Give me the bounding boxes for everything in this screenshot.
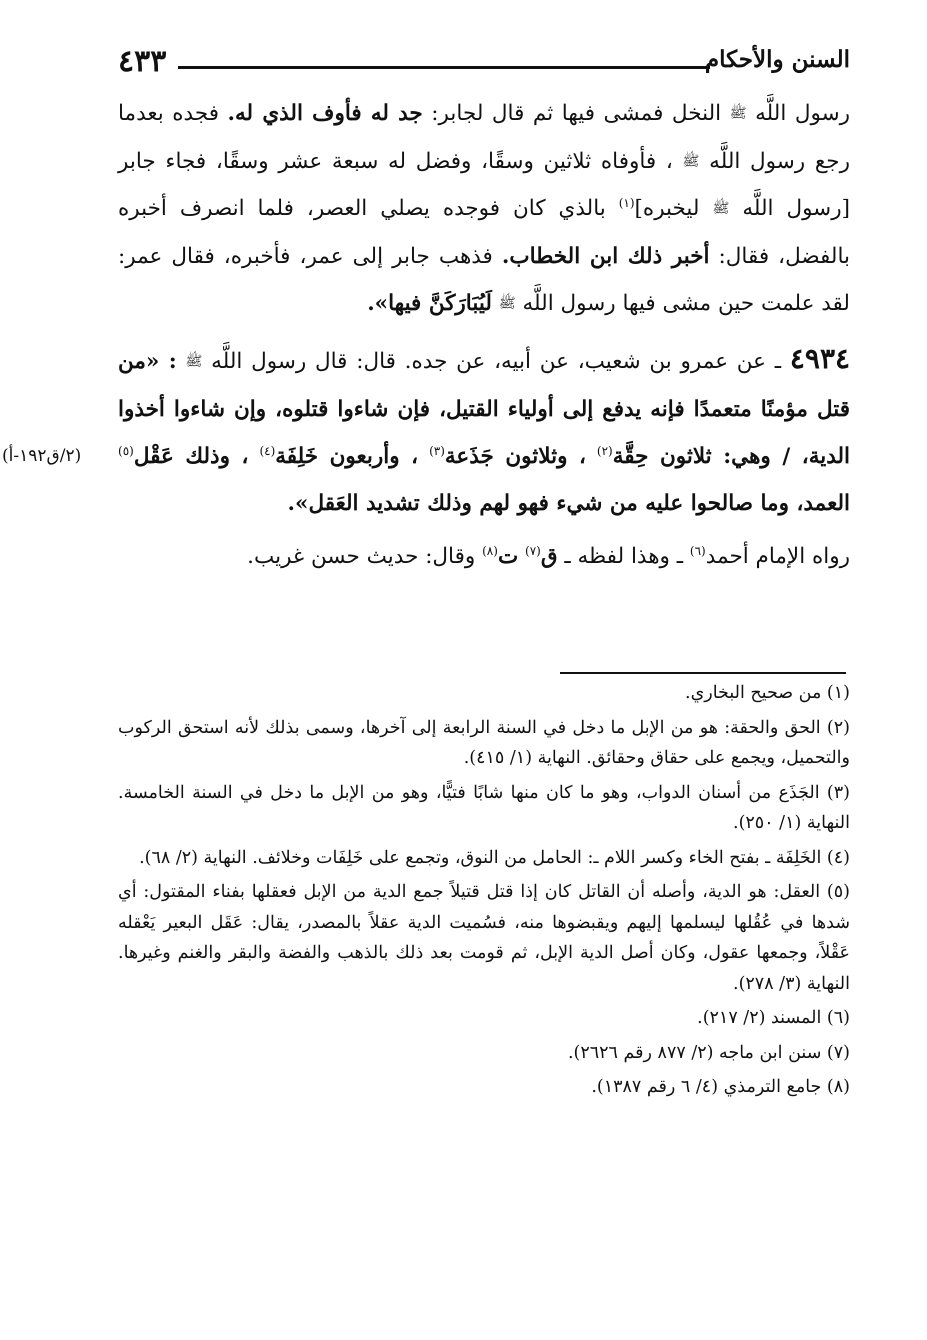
footnote-1: (١) من صحيح البخاري. — [685, 683, 850, 703]
source-code: ت — [497, 543, 519, 569]
text-run: وقال: حديث حسن غريب. — [247, 543, 476, 569]
footnote-ref[interactable]: (٧) — [525, 543, 541, 558]
text-run: ، فأوفاه ثلاثين وسقًا، وفضل له سبعة عشر وسقًا، فجاء جابر [رسول اللَّه — [118, 148, 850, 221]
hadith-text: ، وذلك عَقْل — [133, 443, 249, 469]
source-code: ق — [540, 543, 558, 569]
hadith-number: ٤٩٣٤ — [789, 342, 851, 375]
hadith-paragraph — [118, 335, 850, 527]
footnote-separator — [560, 672, 846, 674]
footnote-5: (٥) العقل: هو الدية، وأصله أن القاتل كان إذا قتل قتيلاً جمع الدية من الإبل فعقلها بفناء المقتول: أي شدها في عُقُلها ليسلمها إليهم ويقبضوها منه، فسُميت الدية عقلاً بالمصدر، يقال: عَقَل البعير يَعْقله عَقْلاً، وجمعها عقول، وكان أصل الدية الإبل، ثم قومت بعد ذلك بالذهب والفضة والبقر والغنم وغيرها. النهاية (٣/ ٢٧٨). — [118, 882, 850, 994]
paragraph-continuation — [118, 90, 850, 327]
text-run: النخل فمشى فيها ثم قال لجابر: — [431, 101, 722, 126]
salutation-icon: ﷺ — [729, 105, 747, 122]
footnote-7: (٧) سنن ابن ماجه (٢/ ٨٧٧ رقم ٢٦٢٦). — [567, 1042, 850, 1063]
hadith-text: : «من قتل مؤمنًا متعمدًا فإنه يدفع إلى أولياء القتيل، فإن شاءوا قتلوه، وإن شاءوا أخذوا الدية، / وهي: ثلاثون حِقَّة — [118, 349, 851, 469]
footnote-ref[interactable]: (٤) — [259, 443, 276, 458]
page-number: ٤٣٣ — [118, 44, 167, 79]
paragraph-gap — [118, 327, 850, 335]
salutation-icon: ﷺ — [682, 153, 700, 169]
text-run: رسول اللَّه — [755, 101, 850, 126]
salutation-icon: ﷺ — [712, 200, 730, 217]
footnote-ref[interactable]: (٢) — [596, 443, 613, 458]
header-rule — [178, 66, 710, 69]
prophetic-quote: أخبر ذلك ابن الخطاب. — [501, 243, 710, 269]
text-run: ـ وهذا لفظه ـ — [564, 543, 684, 569]
footnote-4: (٤) الخَلِفَة ـ بفتح الخاء وكسر اللام ـ: الحامل من النوق، وتجمع على خَلِفَات وخلائف. النهاية (٢/ ٦٨). — [139, 847, 850, 868]
footnote-ref[interactable]: (٥) — [118, 443, 134, 458]
salutation-icon: ﷺ — [498, 295, 516, 311]
text-run: فذهب جابر إلى عمر، فأخبره، فقال عمر: لقد علمت حين مشى فيها رسول اللَّه — [118, 243, 850, 316]
footnote-ref[interactable]: (٨) — [482, 543, 498, 558]
salutation-icon: ﷺ — [185, 353, 203, 370]
hadith-text: ، وثلاثون جَذَعة — [444, 443, 586, 469]
footnote-ref[interactable]: (١) — [618, 195, 635, 210]
hadith-chain: ـ عن عمرو بن شعيب، عن أبيه، عن جده. قال: قال رسول اللَّه — [211, 349, 782, 374]
main-text — [118, 90, 850, 580]
text-run: ليخبره] — [634, 196, 700, 221]
text-run: لَيُبَارَكَنَّ فيها». — [367, 290, 492, 316]
footnote-8: (٨) جامع الترمذي (٤/ ٦ رقم ١٣٨٧). — [591, 1077, 850, 1097]
page-header — [118, 44, 850, 84]
footnote-3: (٣) الجَذَع من أسنان الدواب، وهو ما كان منها شابًا فتيًّا، وهو من الإبل ما دخل في السنة الخامسة. النهاية (١/ ٢٥٠). — [118, 782, 850, 833]
hadith-text: ، وأربعون خَلِفَة — [275, 443, 419, 469]
text-run: بالذي كان فوجده يصلي العصر، فلما انصرف أخبره بالفضل، فقال: — [118, 196, 850, 269]
footnote-6: (٦) المسند (٢/ ٢١٧). — [697, 1008, 850, 1028]
footnotes — [118, 678, 850, 1107]
footnote-2: (٢) الحق والحقة: هو من الإبل ما دخل في السنة الرابعة إلى آخرها، وسمى بذلك لأنه استحق الركوب والتحميل، ويجمع على حقاق وحقائق. النهاية (١/ ٤١٥). — [118, 717, 850, 768]
prophetic-quote: جد له فأوف الذي له. — [227, 101, 423, 126]
narration-source — [118, 533, 850, 580]
text-run: فجده بعدما رجع رسول اللَّه — [118, 101, 850, 174]
manuscript-margin-reference: (٢/ق١٩٢-أ) — [2, 446, 82, 466]
footnote-ref[interactable]: (٣) — [429, 443, 445, 458]
running-title: السنن والأحكام — [704, 46, 850, 73]
footnote-ref[interactable]: (٦) — [689, 543, 706, 558]
hadith-text: العمد، وما صالحوا عليه من شيء فهو لهم وذلك تشديد العَقل». — [287, 490, 850, 516]
text-run: رواه الإمام أحمد — [705, 543, 850, 569]
